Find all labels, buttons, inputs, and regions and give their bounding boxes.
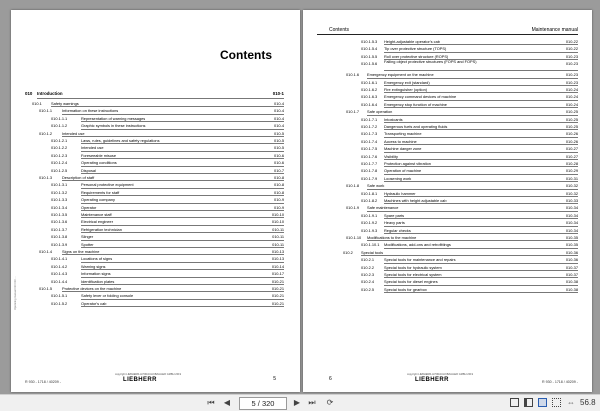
toc-number: 010.1.8.2 xyxy=(361,198,378,203)
toc-title: Visibility xyxy=(384,153,398,159)
toc-row[interactable] xyxy=(51,122,284,129)
next-page-icon[interactable]: ▶ xyxy=(293,398,301,407)
toc-number: 010.1.3.1 xyxy=(51,182,68,188)
toc-row[interactable] xyxy=(346,204,578,211)
toc-row[interactable] xyxy=(361,45,578,52)
toc-page-ref: 010-22 xyxy=(565,46,578,52)
contents-title: Contents xyxy=(220,48,272,62)
toc-title: Foreseeable misuse xyxy=(81,152,117,158)
toc-page-ref: 010-27 xyxy=(565,146,578,152)
toc-number: 010.1.9.3 xyxy=(361,227,378,233)
toc-title: Intended use xyxy=(62,130,85,136)
first-page-icon[interactable]: ⏮ xyxy=(207,398,215,407)
toc-row[interactable] xyxy=(361,130,578,137)
toc-page-ref: 010-11 xyxy=(272,234,284,240)
toc-underline xyxy=(81,306,284,307)
toc-page-ref: 010-13 xyxy=(271,256,284,262)
toc-title: Laws, rules, guidelines and safety regulations xyxy=(81,138,160,143)
page-number-input[interactable]: 5 / 320 xyxy=(239,397,287,410)
toc-title: Graphic symbols in these instructions xyxy=(81,123,146,129)
toc-page-ref: 010-8 xyxy=(274,182,284,188)
toc-page-ref: 010-4 xyxy=(274,108,284,114)
toc-number: 010 xyxy=(25,91,33,96)
toc-row[interactable] xyxy=(361,286,578,293)
toc-row[interactable] xyxy=(361,79,578,86)
toc-page-ref: 010-17 xyxy=(271,271,284,277)
toc-page-ref: 010-34 xyxy=(565,212,578,218)
toc-number: 010.1.2.1 xyxy=(51,138,68,143)
toc-page-ref: 010-34 xyxy=(565,205,578,211)
toc-row[interactable] xyxy=(361,227,578,234)
toc-row[interactable] xyxy=(361,101,578,108)
toc-row[interactable] xyxy=(361,38,578,45)
toc-page-ref: 010-4 xyxy=(274,101,284,106)
toc-number: 010.1.3.2 xyxy=(51,189,68,195)
toc-row[interactable] xyxy=(361,123,578,130)
toc-row[interactable] xyxy=(51,270,284,277)
toc-page-ref: 010-23 xyxy=(565,79,578,85)
header-rule xyxy=(317,34,578,35)
toc-number: 010.1.7.3 xyxy=(361,131,378,137)
toc-title: Intoxicants xyxy=(384,116,403,122)
toc-title: Information on these instructions xyxy=(62,108,119,114)
toc-page-ref: 010-11 xyxy=(272,241,284,247)
toc-row[interactable] xyxy=(346,234,578,241)
toc-title: Safety lever or folding console xyxy=(81,293,134,299)
toc-title: Personal protective equipment xyxy=(81,182,134,188)
toc-row[interactable] xyxy=(361,256,578,263)
toc-row[interactable] xyxy=(361,241,578,248)
fit-width-icon[interactable]: ⇔ xyxy=(567,398,575,407)
toc-page-ref: 010-1 xyxy=(272,91,284,96)
toc-number: 010.1.5 xyxy=(39,286,52,291)
toc-page-ref: 010-4 xyxy=(274,123,284,129)
toc-title: Machines with height adjustable cab xyxy=(384,198,447,203)
toc-row[interactable] xyxy=(39,174,284,181)
toc-page-ref: 010-10 xyxy=(271,212,284,217)
toc-title: Special tools xyxy=(361,249,384,255)
toc-number: 010.1.2.2 xyxy=(51,145,68,151)
toc-row[interactable] xyxy=(361,167,578,174)
toc-page-ref: 010-35 xyxy=(565,235,578,240)
toc-row[interactable] xyxy=(361,86,578,93)
toc-title: Operation of machine xyxy=(384,168,422,174)
toc-number: 010.2.5 xyxy=(361,286,374,292)
toc-page-ref: 010-22 xyxy=(565,39,578,44)
toc-row[interactable] xyxy=(361,212,578,219)
toc-page-ref: 010-21 xyxy=(271,286,284,291)
copyright-line: copyright LIEBHERR-HYDRAULIKBAGGER GMBH 2019 xyxy=(407,373,474,376)
toc-row[interactable] xyxy=(39,285,284,292)
toc-number: 010.1.4.1 xyxy=(51,256,68,262)
toc-row[interactable] xyxy=(39,130,284,137)
toc-title: Requirements for staff xyxy=(81,189,120,195)
toc-page-ref: 010-28 xyxy=(565,161,578,166)
toc-row[interactable] xyxy=(51,189,284,196)
toc-number: 010.1.3 xyxy=(39,175,52,180)
toc-row[interactable] xyxy=(361,175,578,182)
toc-row[interactable] xyxy=(361,93,578,100)
toc-number: 010.1.5.4 xyxy=(361,46,378,52)
liebherr-logo: LIEBHERR xyxy=(123,377,157,383)
toc-row[interactable] xyxy=(51,233,284,240)
toc-row[interactable] xyxy=(361,116,578,123)
toc-title: Slinger xyxy=(81,234,94,240)
toc-page-ref: 010-24 xyxy=(565,101,578,107)
toc-number: 010.1.5.5 xyxy=(361,53,378,59)
toc-title: Roll over protective structure (ROPS) xyxy=(384,53,449,59)
toc-title: Information signs xyxy=(81,271,111,277)
toc-row[interactable] xyxy=(361,264,578,271)
toc-row[interactable] xyxy=(51,263,284,270)
toc-number: 010.1.3.7 xyxy=(51,226,68,232)
toc-number: 010.1.7.1 xyxy=(361,116,378,122)
toc-page-ref: 010-32 xyxy=(565,183,578,189)
toc-row[interactable] xyxy=(346,71,578,78)
toc-row[interactable] xyxy=(51,115,284,122)
continuous-view-icon[interactable] xyxy=(524,398,533,407)
toc-page-ref: 010-23 xyxy=(565,53,578,59)
toc-page-ref: 010-21 xyxy=(271,278,284,284)
toc-row[interactable] xyxy=(51,144,284,151)
toc-title: Maintenance staff xyxy=(81,212,112,217)
toc-page-ref: 010-38 xyxy=(565,279,578,285)
toc-page-ref: 010-14 xyxy=(271,263,284,269)
toc-underline xyxy=(37,98,284,99)
toc-title: Tip over protective structure (TOPS) xyxy=(384,46,447,52)
toc-number: 010.1.6.3 xyxy=(361,94,378,100)
toc-underline xyxy=(384,292,578,293)
toc-title: Introduction xyxy=(37,91,63,96)
toc-page-ref: 010-23 xyxy=(565,61,578,67)
last-page-icon[interactable]: ⏭ xyxy=(308,398,316,407)
toc-page-ref: 010-35 xyxy=(565,242,578,248)
toc-number: 010.1.1 xyxy=(39,108,52,114)
toc-title: Safe work xyxy=(367,183,385,189)
toc-title: Regular checks xyxy=(384,227,411,233)
rotate-icon[interactable]: ⟳ xyxy=(326,398,334,407)
toc-number: 010.1.8 xyxy=(346,183,359,189)
toc-page-ref: 010-26 xyxy=(565,131,578,137)
toc-title: Intended use xyxy=(81,145,104,151)
toc-number: 010.1.4.4 xyxy=(51,278,68,284)
toc-row[interactable] xyxy=(346,108,578,115)
toc-title: Special tools for maintenance and repairs xyxy=(384,257,456,263)
toc-row[interactable] xyxy=(51,196,284,203)
toc-page-ref: 010-27 xyxy=(565,153,578,159)
toc-number: 010.1.7.5 xyxy=(361,146,378,152)
toc-title: Locations of signs xyxy=(81,256,113,262)
toc-row[interactable] xyxy=(361,53,578,60)
toc-title: Electrical engineer xyxy=(81,219,114,225)
toc-title: Emergency stop function of machine xyxy=(384,101,447,107)
toc-title: Emergency exit (standard) xyxy=(384,79,430,85)
toc-page-ref: 010-6 xyxy=(274,152,284,158)
page-number: 6 xyxy=(329,376,332,382)
toc-title: Emergency command devices of machine xyxy=(384,94,457,100)
toc-row[interactable] xyxy=(51,204,284,211)
toc-page-ref: 010-24 xyxy=(565,94,578,100)
toc-number: 010.1.1.2 xyxy=(51,123,68,129)
page-number: 5 xyxy=(273,376,276,382)
toc-row[interactable] xyxy=(51,226,284,233)
toc-number: 010.1.6 xyxy=(346,72,359,78)
toc-number: 010.1.4 xyxy=(39,249,52,254)
toc-page-ref: 010-25 xyxy=(565,109,578,115)
toc-page-ref: 010-36 xyxy=(565,257,578,263)
footer-code: R 930 - 1718 / 40209 - xyxy=(542,380,578,384)
toc-title: Operator xyxy=(81,204,97,210)
toc-number: 010.1.2.4 xyxy=(51,160,68,166)
navigation-bar xyxy=(0,394,600,411)
toc-title: Height-adjustable operator's cab xyxy=(384,39,440,44)
toc-row[interactable] xyxy=(32,100,284,107)
toc-title: Safe maintenance xyxy=(367,205,399,211)
toc-title: Transporting machine xyxy=(384,131,422,137)
page-5 xyxy=(11,10,300,392)
toc-number: 010.2.4 xyxy=(361,279,374,285)
two-page-continuous-view-icon[interactable] xyxy=(552,398,561,407)
toc-row[interactable] xyxy=(51,241,284,248)
toc-title: Modifications to the machine xyxy=(367,235,417,240)
toc-row[interactable] xyxy=(361,190,578,197)
toc-row[interactable] xyxy=(361,278,578,285)
toc-number: 010.1.3.9 xyxy=(51,241,68,247)
toc-page-ref: 010-8 xyxy=(274,175,284,180)
toc-page-ref: 010-25 xyxy=(565,124,578,129)
toc-page-ref: 010-21 xyxy=(271,300,284,306)
toc-title: Protective devices on the machine xyxy=(62,286,122,291)
toc-page-ref: 010-11 xyxy=(272,226,284,232)
toc-title: Safe operation xyxy=(367,109,393,115)
toc-title: Protection against vibration xyxy=(384,161,431,166)
toc-number: 010.1.7 xyxy=(346,109,359,115)
toc-title: Spotter xyxy=(81,241,94,247)
toc-title: Loosening work xyxy=(384,175,412,181)
toc-row[interactable] xyxy=(51,152,284,159)
toc-number: 010.1.9.1 xyxy=(361,212,378,218)
toc-page-ref: 010-5 xyxy=(274,145,284,151)
toc-page-ref: 010-34 xyxy=(565,227,578,233)
toc-row[interactable] xyxy=(39,248,284,255)
toc-number: 010.1.4.2 xyxy=(51,263,68,269)
toc-title: Representation of warning messages xyxy=(81,115,146,121)
toc-title: Operating conditions xyxy=(81,160,117,166)
header-contents: Contents xyxy=(329,27,350,33)
toc-number: 010.1.7.6 xyxy=(361,153,378,159)
toc-number: 010.1.3.4 xyxy=(51,204,68,210)
toc-page-ref: 010-37 xyxy=(565,264,578,270)
toc-number: 010.1.10.1 xyxy=(361,242,380,248)
toc-row[interactable] xyxy=(51,181,284,188)
toc-page-ref: 010-36 xyxy=(565,249,578,255)
toc-title: Machine danger zone xyxy=(384,146,422,152)
toc-number: 010.2.2 xyxy=(361,264,374,270)
page-6 xyxy=(303,10,592,392)
toc-number: 010.1.2.3 xyxy=(51,152,68,158)
toc-row[interactable] xyxy=(361,219,578,226)
toc-page-ref: 010-31 xyxy=(565,175,578,181)
toc-number: 010.1.7.4 xyxy=(361,138,378,144)
toc-page-ref: 010-10 xyxy=(271,219,284,225)
toc-page-ref: 010-5 xyxy=(274,130,284,136)
toc-row[interactable] xyxy=(361,160,578,167)
liebherr-logo: LIEBHERR xyxy=(415,377,449,383)
toc-row[interactable] xyxy=(343,249,578,256)
toc-page-ref: 010-21 xyxy=(271,293,284,299)
prev-page-icon[interactable]: ◀ xyxy=(223,398,231,407)
toc-number: 010.1.8.1 xyxy=(361,190,378,196)
toc-title: Signs on the machine xyxy=(62,249,100,254)
toc-title: Refrigeration technician xyxy=(81,226,122,232)
toc-row[interactable] xyxy=(361,145,578,152)
toc-number: 010.1.5.2 xyxy=(51,300,68,306)
toc-title: Description of staff xyxy=(62,175,95,180)
header-manual-title: Maintenance manual xyxy=(531,27,578,33)
toc-title: Disposal xyxy=(81,167,96,173)
toc-number: 010.1.9.2 xyxy=(361,220,378,226)
toc-number: 010.2 xyxy=(343,249,353,255)
copyright-line: copyright LIEBHERR-HYDRAULIKBAGGER GMBH 2019 xyxy=(115,373,182,376)
toc-title: Identification plates xyxy=(81,278,115,284)
toc-title: Special tools for hydraulic system xyxy=(384,264,442,270)
toc-page-ref: 010-25 xyxy=(565,116,578,122)
toc-number: 010.1.4.3 xyxy=(51,271,68,277)
toc-row[interactable] xyxy=(361,153,578,160)
toc-number: 010.1.3.3 xyxy=(51,197,68,203)
toc-number: 010.1.7.9 xyxy=(361,175,378,181)
toc-row[interactable] xyxy=(51,255,284,262)
toc-number: 010.1.6.2 xyxy=(361,87,378,92)
toc-number: 010.1.5.1 xyxy=(51,293,68,299)
toc-number: 010.2.3 xyxy=(361,272,374,277)
toc-page-ref: 010-26 xyxy=(565,138,578,144)
footer-code: R 930 - 1718 / 40209 - xyxy=(25,380,61,384)
toc-title: Operator's cab xyxy=(81,300,107,306)
toc-number: 010.1.6.1 xyxy=(361,79,378,85)
toc-page-ref: 010-23 xyxy=(565,72,578,78)
toc-row[interactable] xyxy=(39,107,284,114)
toc-number: 010.1.7.7 xyxy=(361,161,378,166)
toc-page-ref: 010-24 xyxy=(565,87,578,92)
toc-title: Access to machine xyxy=(384,138,417,144)
toc-page-ref: 010-9 xyxy=(274,204,284,210)
toc-page-ref: 010-37 xyxy=(565,272,578,277)
toc-number: 010.1.10 xyxy=(346,235,362,240)
toc-title: Special tools for electrical system xyxy=(384,272,442,277)
toc-title: Dangerous fuels and operating fluids xyxy=(384,124,448,129)
toc-number: 010.1.7.2 xyxy=(361,124,378,129)
toc-number: 010.1.1.1 xyxy=(51,115,68,121)
toc-page-ref: 010-33 xyxy=(565,198,578,203)
toc-page-ref: 010-4 xyxy=(274,115,284,121)
toc-page-ref: 010-29 xyxy=(565,168,578,174)
two-page-view-icon[interactable] xyxy=(538,398,547,407)
toc-number: 010.2.1 xyxy=(361,257,374,263)
toc-page-ref: 010-32 xyxy=(565,190,578,196)
side-note: Operating manual 010 010 ... xyxy=(14,276,17,310)
toc-number: 010.1.2.5 xyxy=(51,167,68,173)
toc-number: 010.1.5.3 xyxy=(361,39,378,44)
zoom-level[interactable]: 56.8 xyxy=(580,398,596,407)
toc-page-ref: 010-9 xyxy=(274,197,284,203)
toc-page-ref: 010-13 xyxy=(271,249,284,254)
toc-row[interactable] xyxy=(51,278,284,285)
toc-row[interactable] xyxy=(51,300,284,307)
toc-number: 010.1.9 xyxy=(346,205,359,211)
toc-number: 010.1.3.8 xyxy=(51,234,68,240)
toc-page-ref: 010-6 xyxy=(274,160,284,166)
toc-title: Modifications, add-ons and retrofittings xyxy=(384,242,451,248)
toc-row[interactable] xyxy=(51,211,284,218)
toc-page-ref: 010-34 xyxy=(565,220,578,226)
toc-row[interactable] xyxy=(25,90,284,99)
single-page-view-icon[interactable] xyxy=(510,398,519,407)
toc-title: Heavy parts xyxy=(384,220,405,226)
toc-title: Fire extinguisher (option) xyxy=(384,87,428,92)
toc-title: Safety warnings xyxy=(51,101,79,106)
toc-number: 010.1.7.8 xyxy=(361,168,378,174)
toc-title: Emergency equipment on the machine xyxy=(367,72,434,78)
toc-row[interactable] xyxy=(51,159,284,166)
toc-title: Special tools for gearbox xyxy=(384,286,427,292)
toc-number: 010.1.3.6 xyxy=(51,219,68,225)
toc-title: Spare parts xyxy=(384,212,405,218)
toc-row[interactable] xyxy=(346,182,578,189)
toc-row[interactable] xyxy=(51,167,284,174)
toc-number: 010.1 xyxy=(32,101,42,106)
toc-row[interactable] xyxy=(51,292,284,299)
toc-row[interactable] xyxy=(51,137,284,144)
toc-number: 010.1.3.5 xyxy=(51,212,68,217)
toc-title: Warning signs xyxy=(81,263,106,269)
toc-title: Falling object protective structures (FOPS and FOPS) xyxy=(384,60,477,65)
toc-page-ref: 010-38 xyxy=(565,286,578,292)
toc-number: 010.1.6.4 xyxy=(361,101,378,107)
toc-number: 010.1.2 xyxy=(39,130,52,136)
toc-row[interactable] xyxy=(51,218,284,225)
toc-row[interactable] xyxy=(361,197,578,204)
toc-title: Operating company xyxy=(81,197,115,203)
toc-row[interactable] xyxy=(361,271,578,278)
toc-title: Special tools for diesel engines xyxy=(384,279,438,285)
toc-page-ref: 010-8 xyxy=(274,189,284,195)
toc-row[interactable] xyxy=(361,60,578,71)
toc-page-ref: 010-7 xyxy=(274,167,284,173)
toc-row[interactable] xyxy=(361,138,578,145)
toc-page-ref: 010-5 xyxy=(274,138,284,143)
toc-number: 010.1.5.6 xyxy=(361,61,378,67)
toc-title: Hydraulic hammer xyxy=(384,190,416,196)
